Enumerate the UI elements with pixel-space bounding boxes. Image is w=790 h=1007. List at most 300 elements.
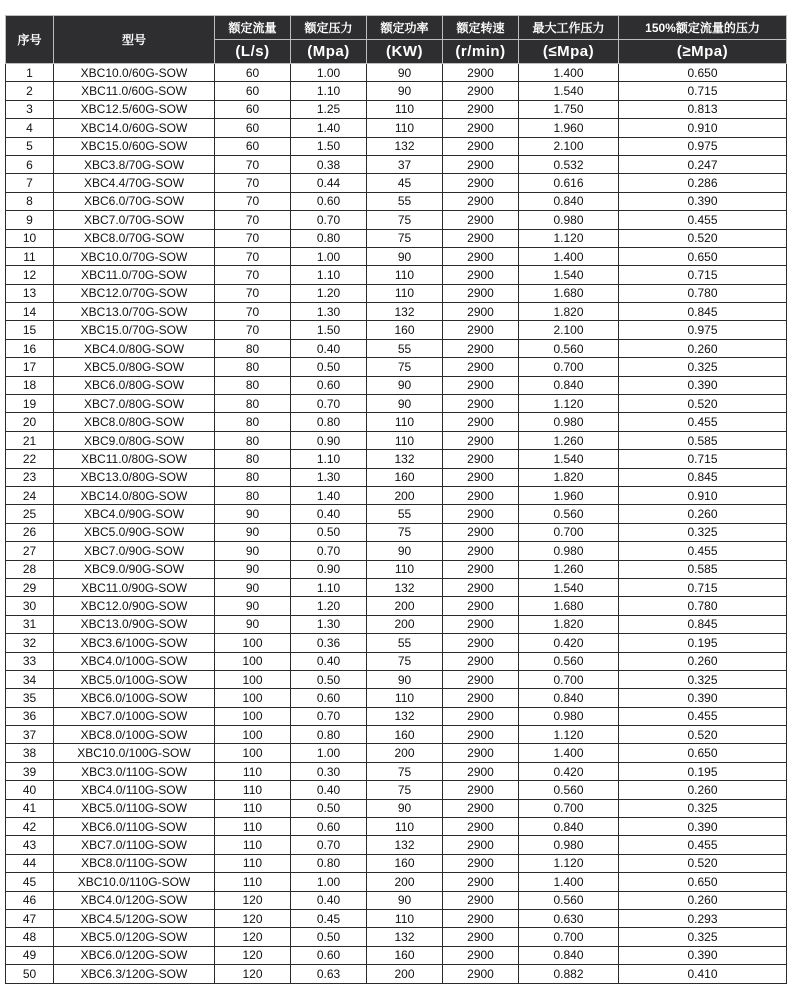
model-cell: XBC15.0/60G-SOW bbox=[54, 137, 215, 155]
flow-cell: 60 bbox=[215, 64, 291, 82]
pressure-cell: 0.70 bbox=[291, 836, 367, 854]
p150-cell: 0.455 bbox=[619, 707, 787, 725]
p150-cell: 0.325 bbox=[619, 523, 787, 541]
max-pressure-cell: 0.700 bbox=[519, 670, 619, 688]
index-cell: 21 bbox=[6, 431, 54, 449]
model-cell: XBC10.0/110G-SOW bbox=[54, 873, 215, 891]
speed-cell: 2900 bbox=[443, 192, 519, 210]
max-pressure-cell: 2.100 bbox=[519, 137, 619, 155]
max-pressure-cell: 1.540 bbox=[519, 450, 619, 468]
index-cell: 11 bbox=[6, 247, 54, 265]
power-cell: 90 bbox=[367, 64, 443, 82]
pressure-cell: 1.10 bbox=[291, 82, 367, 100]
max-pressure-cell: 0.980 bbox=[519, 211, 619, 229]
p150-cell: 0.390 bbox=[619, 818, 787, 836]
table-row bbox=[6, 542, 787, 560]
table-row bbox=[6, 818, 787, 836]
flow-cell: 70 bbox=[215, 211, 291, 229]
model-cell: XBC3.8/70G-SOW bbox=[54, 155, 215, 173]
index-cell: 20 bbox=[6, 413, 54, 431]
flow-cell: 60 bbox=[215, 100, 291, 118]
pressure-cell: 0.80 bbox=[291, 229, 367, 247]
index-cell: 3 bbox=[6, 100, 54, 118]
index-cell: 8 bbox=[6, 192, 54, 210]
max-pressure-cell: 2.100 bbox=[519, 321, 619, 339]
model-cell: XBC6.0/100G-SOW bbox=[54, 689, 215, 707]
pressure-cell: 0.38 bbox=[291, 155, 367, 173]
flow-cell: 80 bbox=[215, 358, 291, 376]
max-pressure-cell: 1.400 bbox=[519, 744, 619, 762]
power-cell: 200 bbox=[367, 615, 443, 633]
table-row bbox=[6, 873, 787, 891]
flow-cell: 70 bbox=[215, 229, 291, 247]
pressure-cell: 1.00 bbox=[291, 64, 367, 82]
table-row bbox=[6, 670, 787, 688]
power-cell: 200 bbox=[367, 597, 443, 615]
p150-cell: 0.260 bbox=[619, 781, 787, 799]
model-cell: XBC9.0/90G-SOW bbox=[54, 560, 215, 578]
pressure-cell: 0.60 bbox=[291, 818, 367, 836]
model-cell: XBC6.0/80G-SOW bbox=[54, 376, 215, 394]
max-pressure-cell: 1.820 bbox=[519, 615, 619, 633]
pressure-cell: 1.20 bbox=[291, 284, 367, 302]
table-row bbox=[6, 744, 787, 762]
speed-cell: 2900 bbox=[443, 597, 519, 615]
pressure-cell: 1.25 bbox=[291, 100, 367, 118]
model-cell: XBC4.0/100G-SOW bbox=[54, 652, 215, 670]
power-cell: 200 bbox=[367, 486, 443, 504]
flow-cell: 80 bbox=[215, 486, 291, 504]
flow-cell: 80 bbox=[215, 339, 291, 357]
max-pressure-cell: 0.840 bbox=[519, 818, 619, 836]
power-cell: 132 bbox=[367, 928, 443, 946]
p150-cell: 0.715 bbox=[619, 266, 787, 284]
pressure-cell: 0.80 bbox=[291, 854, 367, 872]
model-cell: XBC11.0/80G-SOW bbox=[54, 450, 215, 468]
speed-cell: 2900 bbox=[443, 100, 519, 118]
max-pressure-cell: 1.260 bbox=[519, 560, 619, 578]
pressure-cell: 1.50 bbox=[291, 321, 367, 339]
index-cell: 37 bbox=[6, 726, 54, 744]
speed-cell: 2900 bbox=[443, 578, 519, 596]
p150-cell: 0.585 bbox=[619, 431, 787, 449]
model-cell: XBC11.0/90G-SOW bbox=[54, 578, 215, 596]
index-cell: 50 bbox=[6, 965, 54, 983]
pressure-cell: 1.00 bbox=[291, 247, 367, 265]
index-cell: 34 bbox=[6, 670, 54, 688]
pressure-cell: 0.44 bbox=[291, 174, 367, 192]
speed-cell: 2900 bbox=[443, 468, 519, 486]
table-row bbox=[6, 505, 787, 523]
table-row bbox=[6, 64, 787, 82]
max-pressure-cell: 0.420 bbox=[519, 634, 619, 652]
model-cell: XBC14.0/80G-SOW bbox=[54, 486, 215, 504]
model-cell: XBC4.4/70G-SOW bbox=[54, 174, 215, 192]
max-pressure-cell: 1.120 bbox=[519, 395, 619, 413]
pressure-cell: 0.36 bbox=[291, 634, 367, 652]
power-cell: 132 bbox=[367, 303, 443, 321]
header-speed-unit: (r/min) bbox=[443, 40, 519, 64]
model-cell: XBC10.0/100G-SOW bbox=[54, 744, 215, 762]
pressure-cell: 0.60 bbox=[291, 689, 367, 707]
table-row bbox=[6, 155, 787, 173]
power-cell: 160 bbox=[367, 468, 443, 486]
model-cell: XBC15.0/70G-SOW bbox=[54, 321, 215, 339]
max-pressure-cell: 0.882 bbox=[519, 965, 619, 983]
table-row bbox=[6, 707, 787, 725]
model-cell: XBC12.0/70G-SOW bbox=[54, 284, 215, 302]
power-cell: 132 bbox=[367, 707, 443, 725]
index-cell: 24 bbox=[6, 486, 54, 504]
power-cell: 75 bbox=[367, 781, 443, 799]
p150-cell: 0.650 bbox=[619, 64, 787, 82]
model-cell: XBC10.0/60G-SOW bbox=[54, 64, 215, 82]
power-cell: 110 bbox=[367, 119, 443, 137]
model-cell: XBC13.0/70G-SOW bbox=[54, 303, 215, 321]
flow-cell: 120 bbox=[215, 946, 291, 964]
model-cell: XBC4.5/120G-SOW bbox=[54, 909, 215, 927]
index-cell: 46 bbox=[6, 891, 54, 909]
table-row bbox=[6, 137, 787, 155]
power-cell: 90 bbox=[367, 542, 443, 560]
model-cell: XBC6.0/120G-SOW bbox=[54, 946, 215, 964]
speed-cell: 2900 bbox=[443, 726, 519, 744]
model-cell: XBC7.0/90G-SOW bbox=[54, 542, 215, 560]
index-cell: 14 bbox=[6, 303, 54, 321]
p150-cell: 0.455 bbox=[619, 413, 787, 431]
speed-cell: 2900 bbox=[443, 818, 519, 836]
speed-cell: 2900 bbox=[443, 799, 519, 817]
table-row bbox=[6, 946, 787, 964]
speed-cell: 2900 bbox=[443, 376, 519, 394]
p150-cell: 0.780 bbox=[619, 597, 787, 615]
table-row bbox=[6, 468, 787, 486]
p150-cell: 0.390 bbox=[619, 946, 787, 964]
flow-cell: 100 bbox=[215, 707, 291, 725]
speed-cell: 2900 bbox=[443, 744, 519, 762]
flow-cell: 90 bbox=[215, 615, 291, 633]
power-cell: 90 bbox=[367, 395, 443, 413]
flow-cell: 120 bbox=[215, 891, 291, 909]
table-row bbox=[6, 321, 787, 339]
table-row bbox=[6, 781, 787, 799]
flow-cell: 110 bbox=[215, 799, 291, 817]
flow-cell: 110 bbox=[215, 873, 291, 891]
speed-cell: 2900 bbox=[443, 689, 519, 707]
pressure-cell: 1.10 bbox=[291, 578, 367, 596]
flow-cell: 110 bbox=[215, 854, 291, 872]
power-cell: 55 bbox=[367, 192, 443, 210]
header-index: 序号 bbox=[6, 16, 54, 64]
pressure-cell: 0.60 bbox=[291, 192, 367, 210]
speed-cell: 2900 bbox=[443, 284, 519, 302]
table-row bbox=[6, 762, 787, 780]
pressure-cell: 0.40 bbox=[291, 781, 367, 799]
speed-cell: 2900 bbox=[443, 82, 519, 100]
power-cell: 90 bbox=[367, 891, 443, 909]
p150-cell: 0.715 bbox=[619, 82, 787, 100]
index-cell: 49 bbox=[6, 946, 54, 964]
power-cell: 90 bbox=[367, 82, 443, 100]
power-cell: 75 bbox=[367, 523, 443, 541]
power-cell: 110 bbox=[367, 284, 443, 302]
pressure-cell: 0.70 bbox=[291, 395, 367, 413]
table-row bbox=[6, 634, 787, 652]
speed-cell: 2900 bbox=[443, 137, 519, 155]
table-row bbox=[6, 799, 787, 817]
index-cell: 27 bbox=[6, 542, 54, 560]
p150-cell: 0.455 bbox=[619, 542, 787, 560]
p150-cell: 0.910 bbox=[619, 486, 787, 504]
speed-cell: 2900 bbox=[443, 395, 519, 413]
index-cell: 18 bbox=[6, 376, 54, 394]
table-row bbox=[6, 119, 787, 137]
index-cell: 4 bbox=[6, 119, 54, 137]
index-cell: 13 bbox=[6, 284, 54, 302]
model-cell: XBC4.0/120G-SOW bbox=[54, 891, 215, 909]
speed-cell: 2900 bbox=[443, 413, 519, 431]
p150-cell: 0.813 bbox=[619, 100, 787, 118]
model-cell: XBC11.0/60G-SOW bbox=[54, 82, 215, 100]
index-cell: 48 bbox=[6, 928, 54, 946]
max-pressure-cell: 0.980 bbox=[519, 836, 619, 854]
pressure-cell: 0.45 bbox=[291, 909, 367, 927]
index-cell: 38 bbox=[6, 744, 54, 762]
table-row bbox=[6, 689, 787, 707]
header-flow: 额定流量 bbox=[215, 16, 291, 40]
index-cell: 39 bbox=[6, 762, 54, 780]
index-cell: 6 bbox=[6, 155, 54, 173]
header-speed: 额定转速 bbox=[443, 16, 519, 40]
speed-cell: 2900 bbox=[443, 836, 519, 854]
flow-cell: 90 bbox=[215, 597, 291, 615]
p150-cell: 0.715 bbox=[619, 578, 787, 596]
max-pressure-cell: 1.400 bbox=[519, 247, 619, 265]
power-cell: 110 bbox=[367, 560, 443, 578]
header-150-pressure-unit: (≥Mpa) bbox=[619, 40, 787, 64]
pressure-cell: 0.50 bbox=[291, 799, 367, 817]
p150-cell: 0.195 bbox=[619, 634, 787, 652]
index-cell: 26 bbox=[6, 523, 54, 541]
max-pressure-cell: 0.532 bbox=[519, 155, 619, 173]
max-pressure-cell: 0.560 bbox=[519, 891, 619, 909]
max-pressure-cell: 1.680 bbox=[519, 284, 619, 302]
power-cell: 110 bbox=[367, 431, 443, 449]
pressure-cell: 1.10 bbox=[291, 266, 367, 284]
table-row bbox=[6, 854, 787, 872]
pressure-cell: 1.30 bbox=[291, 615, 367, 633]
max-pressure-cell: 1.820 bbox=[519, 303, 619, 321]
power-cell: 90 bbox=[367, 799, 443, 817]
flow-cell: 80 bbox=[215, 413, 291, 431]
table-row bbox=[6, 578, 787, 596]
power-cell: 200 bbox=[367, 744, 443, 762]
speed-cell: 2900 bbox=[443, 321, 519, 339]
header-power: 额定功率 bbox=[367, 16, 443, 40]
pressure-cell: 1.40 bbox=[291, 119, 367, 137]
p150-cell: 0.195 bbox=[619, 762, 787, 780]
p150-cell: 0.650 bbox=[619, 744, 787, 762]
pressure-cell: 0.63 bbox=[291, 965, 367, 983]
flow-cell: 90 bbox=[215, 542, 291, 560]
model-cell: XBC8.0/100G-SOW bbox=[54, 726, 215, 744]
flow-cell: 70 bbox=[215, 266, 291, 284]
index-cell: 31 bbox=[6, 615, 54, 633]
p150-cell: 0.975 bbox=[619, 321, 787, 339]
max-pressure-cell: 1.680 bbox=[519, 597, 619, 615]
table-row bbox=[6, 597, 787, 615]
pressure-cell: 0.80 bbox=[291, 726, 367, 744]
max-pressure-cell: 1.960 bbox=[519, 119, 619, 137]
speed-cell: 2900 bbox=[443, 560, 519, 578]
flow-cell: 70 bbox=[215, 192, 291, 210]
flow-cell: 120 bbox=[215, 965, 291, 983]
header-max-pressure: 最大工作压力 bbox=[519, 16, 619, 40]
p150-cell: 0.715 bbox=[619, 450, 787, 468]
model-cell: XBC10.0/70G-SOW bbox=[54, 247, 215, 265]
p150-cell: 0.520 bbox=[619, 854, 787, 872]
pressure-cell: 1.40 bbox=[291, 486, 367, 504]
speed-cell: 2900 bbox=[443, 707, 519, 725]
pressure-cell: 0.50 bbox=[291, 670, 367, 688]
index-cell: 15 bbox=[6, 321, 54, 339]
flow-cell: 70 bbox=[215, 284, 291, 302]
power-cell: 110 bbox=[367, 689, 443, 707]
index-cell: 10 bbox=[6, 229, 54, 247]
p150-cell: 0.410 bbox=[619, 965, 787, 983]
pressure-cell: 1.30 bbox=[291, 468, 367, 486]
table-header bbox=[6, 16, 787, 64]
speed-cell: 2900 bbox=[443, 64, 519, 82]
table-row bbox=[6, 486, 787, 504]
index-cell: 35 bbox=[6, 689, 54, 707]
flow-cell: 70 bbox=[215, 247, 291, 265]
speed-cell: 2900 bbox=[443, 891, 519, 909]
pressure-cell: 1.00 bbox=[291, 744, 367, 762]
table-row bbox=[6, 909, 787, 927]
table-row bbox=[6, 891, 787, 909]
max-pressure-cell: 0.560 bbox=[519, 781, 619, 799]
model-cell: XBC7.0/100G-SOW bbox=[54, 707, 215, 725]
speed-cell: 2900 bbox=[443, 229, 519, 247]
p150-cell: 0.455 bbox=[619, 836, 787, 854]
table-row bbox=[6, 560, 787, 578]
p150-cell: 0.585 bbox=[619, 560, 787, 578]
table-row bbox=[6, 431, 787, 449]
index-cell: 28 bbox=[6, 560, 54, 578]
power-cell: 75 bbox=[367, 211, 443, 229]
speed-cell: 2900 bbox=[443, 486, 519, 504]
table-row bbox=[6, 413, 787, 431]
speed-cell: 2900 bbox=[443, 339, 519, 357]
speed-cell: 2900 bbox=[443, 155, 519, 173]
pressure-cell: 0.90 bbox=[291, 431, 367, 449]
speed-cell: 2900 bbox=[443, 652, 519, 670]
table-row bbox=[6, 303, 787, 321]
index-cell: 40 bbox=[6, 781, 54, 799]
index-cell: 7 bbox=[6, 174, 54, 192]
model-cell: XBC7.0/110G-SOW bbox=[54, 836, 215, 854]
max-pressure-cell: 0.700 bbox=[519, 523, 619, 541]
p150-cell: 0.390 bbox=[619, 689, 787, 707]
table-row bbox=[6, 82, 787, 100]
p150-cell: 0.286 bbox=[619, 174, 787, 192]
table-row bbox=[6, 652, 787, 670]
flow-cell: 100 bbox=[215, 744, 291, 762]
index-cell: 9 bbox=[6, 211, 54, 229]
max-pressure-cell: 1.540 bbox=[519, 266, 619, 284]
model-cell: XBC8.0/80G-SOW bbox=[54, 413, 215, 431]
p150-cell: 0.520 bbox=[619, 229, 787, 247]
model-cell: XBC3.6/100G-SOW bbox=[54, 634, 215, 652]
model-cell: XBC6.0/70G-SOW bbox=[54, 192, 215, 210]
index-cell: 19 bbox=[6, 395, 54, 413]
power-cell: 90 bbox=[367, 670, 443, 688]
pressure-cell: 0.60 bbox=[291, 376, 367, 394]
p150-cell: 0.845 bbox=[619, 615, 787, 633]
index-cell: 17 bbox=[6, 358, 54, 376]
p150-cell: 0.247 bbox=[619, 155, 787, 173]
speed-cell: 2900 bbox=[443, 358, 519, 376]
max-pressure-cell: 1.120 bbox=[519, 854, 619, 872]
index-cell: 16 bbox=[6, 339, 54, 357]
table-row bbox=[6, 523, 787, 541]
index-cell: 43 bbox=[6, 836, 54, 854]
model-cell: XBC8.0/110G-SOW bbox=[54, 854, 215, 872]
power-cell: 132 bbox=[367, 578, 443, 596]
index-cell: 41 bbox=[6, 799, 54, 817]
p150-cell: 0.325 bbox=[619, 670, 787, 688]
pressure-cell: 0.40 bbox=[291, 339, 367, 357]
table-row bbox=[6, 339, 787, 357]
table-row bbox=[6, 100, 787, 118]
table-row bbox=[6, 376, 787, 394]
p150-cell: 0.845 bbox=[619, 468, 787, 486]
table-row bbox=[6, 726, 787, 744]
table-row bbox=[6, 284, 787, 302]
flow-cell: 120 bbox=[215, 928, 291, 946]
speed-cell: 2900 bbox=[443, 505, 519, 523]
index-cell: 2 bbox=[6, 82, 54, 100]
p150-cell: 0.260 bbox=[619, 339, 787, 357]
flow-cell: 80 bbox=[215, 395, 291, 413]
speed-cell: 2900 bbox=[443, 542, 519, 560]
power-cell: 55 bbox=[367, 634, 443, 652]
p150-cell: 0.325 bbox=[619, 928, 787, 946]
power-cell: 200 bbox=[367, 873, 443, 891]
power-cell: 110 bbox=[367, 413, 443, 431]
speed-cell: 2900 bbox=[443, 781, 519, 799]
power-cell: 110 bbox=[367, 100, 443, 118]
model-cell: XBC13.0/80G-SOW bbox=[54, 468, 215, 486]
max-pressure-cell: 0.560 bbox=[519, 505, 619, 523]
speed-cell: 2900 bbox=[443, 762, 519, 780]
model-cell: XBC14.0/60G-SOW bbox=[54, 119, 215, 137]
flow-cell: 90 bbox=[215, 578, 291, 596]
flow-cell: 110 bbox=[215, 781, 291, 799]
speed-cell: 2900 bbox=[443, 928, 519, 946]
index-cell: 36 bbox=[6, 707, 54, 725]
header-pressure: 额定压力 bbox=[291, 16, 367, 40]
model-cell: XBC7.0/70G-SOW bbox=[54, 211, 215, 229]
model-cell: XBC6.0/110G-SOW bbox=[54, 818, 215, 836]
flow-cell: 100 bbox=[215, 726, 291, 744]
power-cell: 160 bbox=[367, 946, 443, 964]
index-cell: 29 bbox=[6, 578, 54, 596]
index-cell: 12 bbox=[6, 266, 54, 284]
p150-cell: 0.260 bbox=[619, 891, 787, 909]
p150-cell: 0.390 bbox=[619, 192, 787, 210]
